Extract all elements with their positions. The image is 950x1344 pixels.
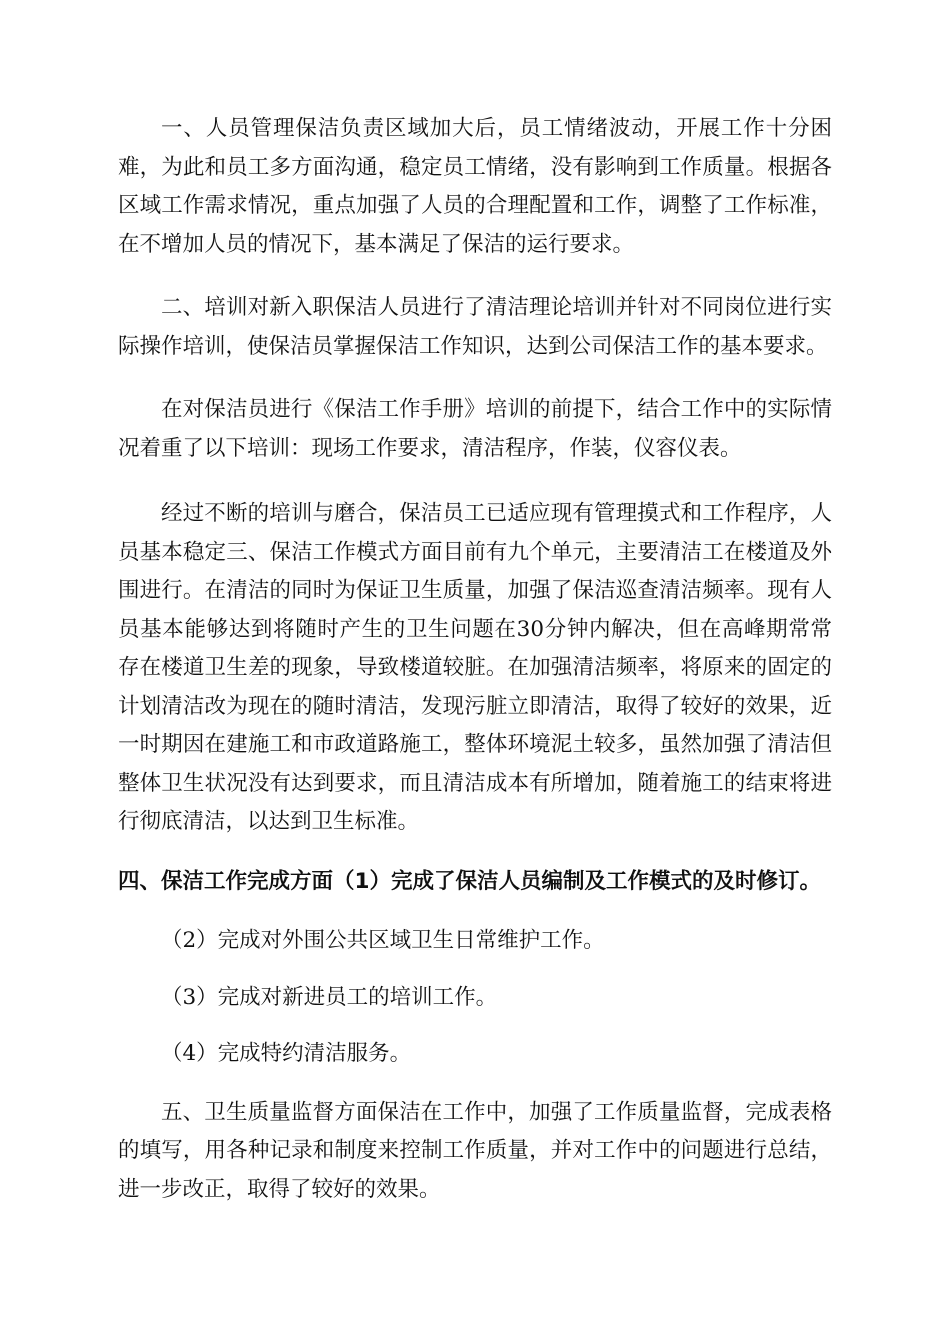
paragraph-training: 二、培训对新入职保洁人员进行了清洁理论培训并针对不同岗位进行实际操作培训，使保洁员掌握保洁工作知识，达到公司保洁工作的基本要求。 <box>118 295 832 359</box>
paragraph-work-mode: 经过不断的培训与磨合，保洁员工已适应现有管理摸式和工作程序，人员基本稳定三、保洁工作模式方面目前有九个单元，主要清洁工在楼道及外围进行。在清洁的同时为保证卫生质量，加强了保洁巡查清洁频率。现有人员基本能够达到将随时产生的卫生问题在30分钟内解决，但在高峰期常常存在楼道卫生差的现象，导致楼道较脏。在加强清洁频率，将原来的固定的计划清洁改为现在的随时清洁，发现污脏立即清洁，取得了较好的效果，近一时期因在建施工和市政道路施工，整体环境泥土较多，虽然加强了清洁但整体卫生状况没有达到要求，而且清洁成本有所增加，随着施工的结束将进行彻底清洁，以达到卫生标准。 <box>118 501 832 834</box>
paragraph-quality-supervision: 五、卫生质量监督方面保洁在工作中，加强了工作质量监督，完成表格的填写，用各种记录和制度来控制工作质量，并对工作中的问题进行总结，进一步改正，取得了较好的效果。 <box>118 1099 832 1202</box>
list-item: （2）完成对外围公共区域卫生日常维护工作。 <box>161 928 605 953</box>
paragraph-personnel-management: 一、人员管理保洁负责区域加大后，员工情绪波动，开展工作十分困难，为此和员工多方面沟通，稳定员工情绪，没有影响到工作质量。根据各区域工作需求情况，重点加强了人员的合理配置和工作，调整了工作标准，在不增加人员的情况下，基本满足了保洁的运行要求。 <box>118 116 832 257</box>
list-item: （3）完成对新进员工的培训工作。 <box>161 984 498 1010</box>
list-item: （4）完成特约清洁服务。 <box>161 1041 412 1066</box>
section-heading-completion: 四、保洁工作完成方面（1）完成了保洁人员编制及工作模式的及时修订。 <box>118 868 821 894</box>
document-body <box>118 110 832 1209</box>
paragraph-training-manual: 在对保洁员进行《保洁工作手册》培训的前提下，结合工作中的实际情况着重了以下培训：现场工作要求，清洁程序，作装，仪容仪表。 <box>118 397 832 461</box>
